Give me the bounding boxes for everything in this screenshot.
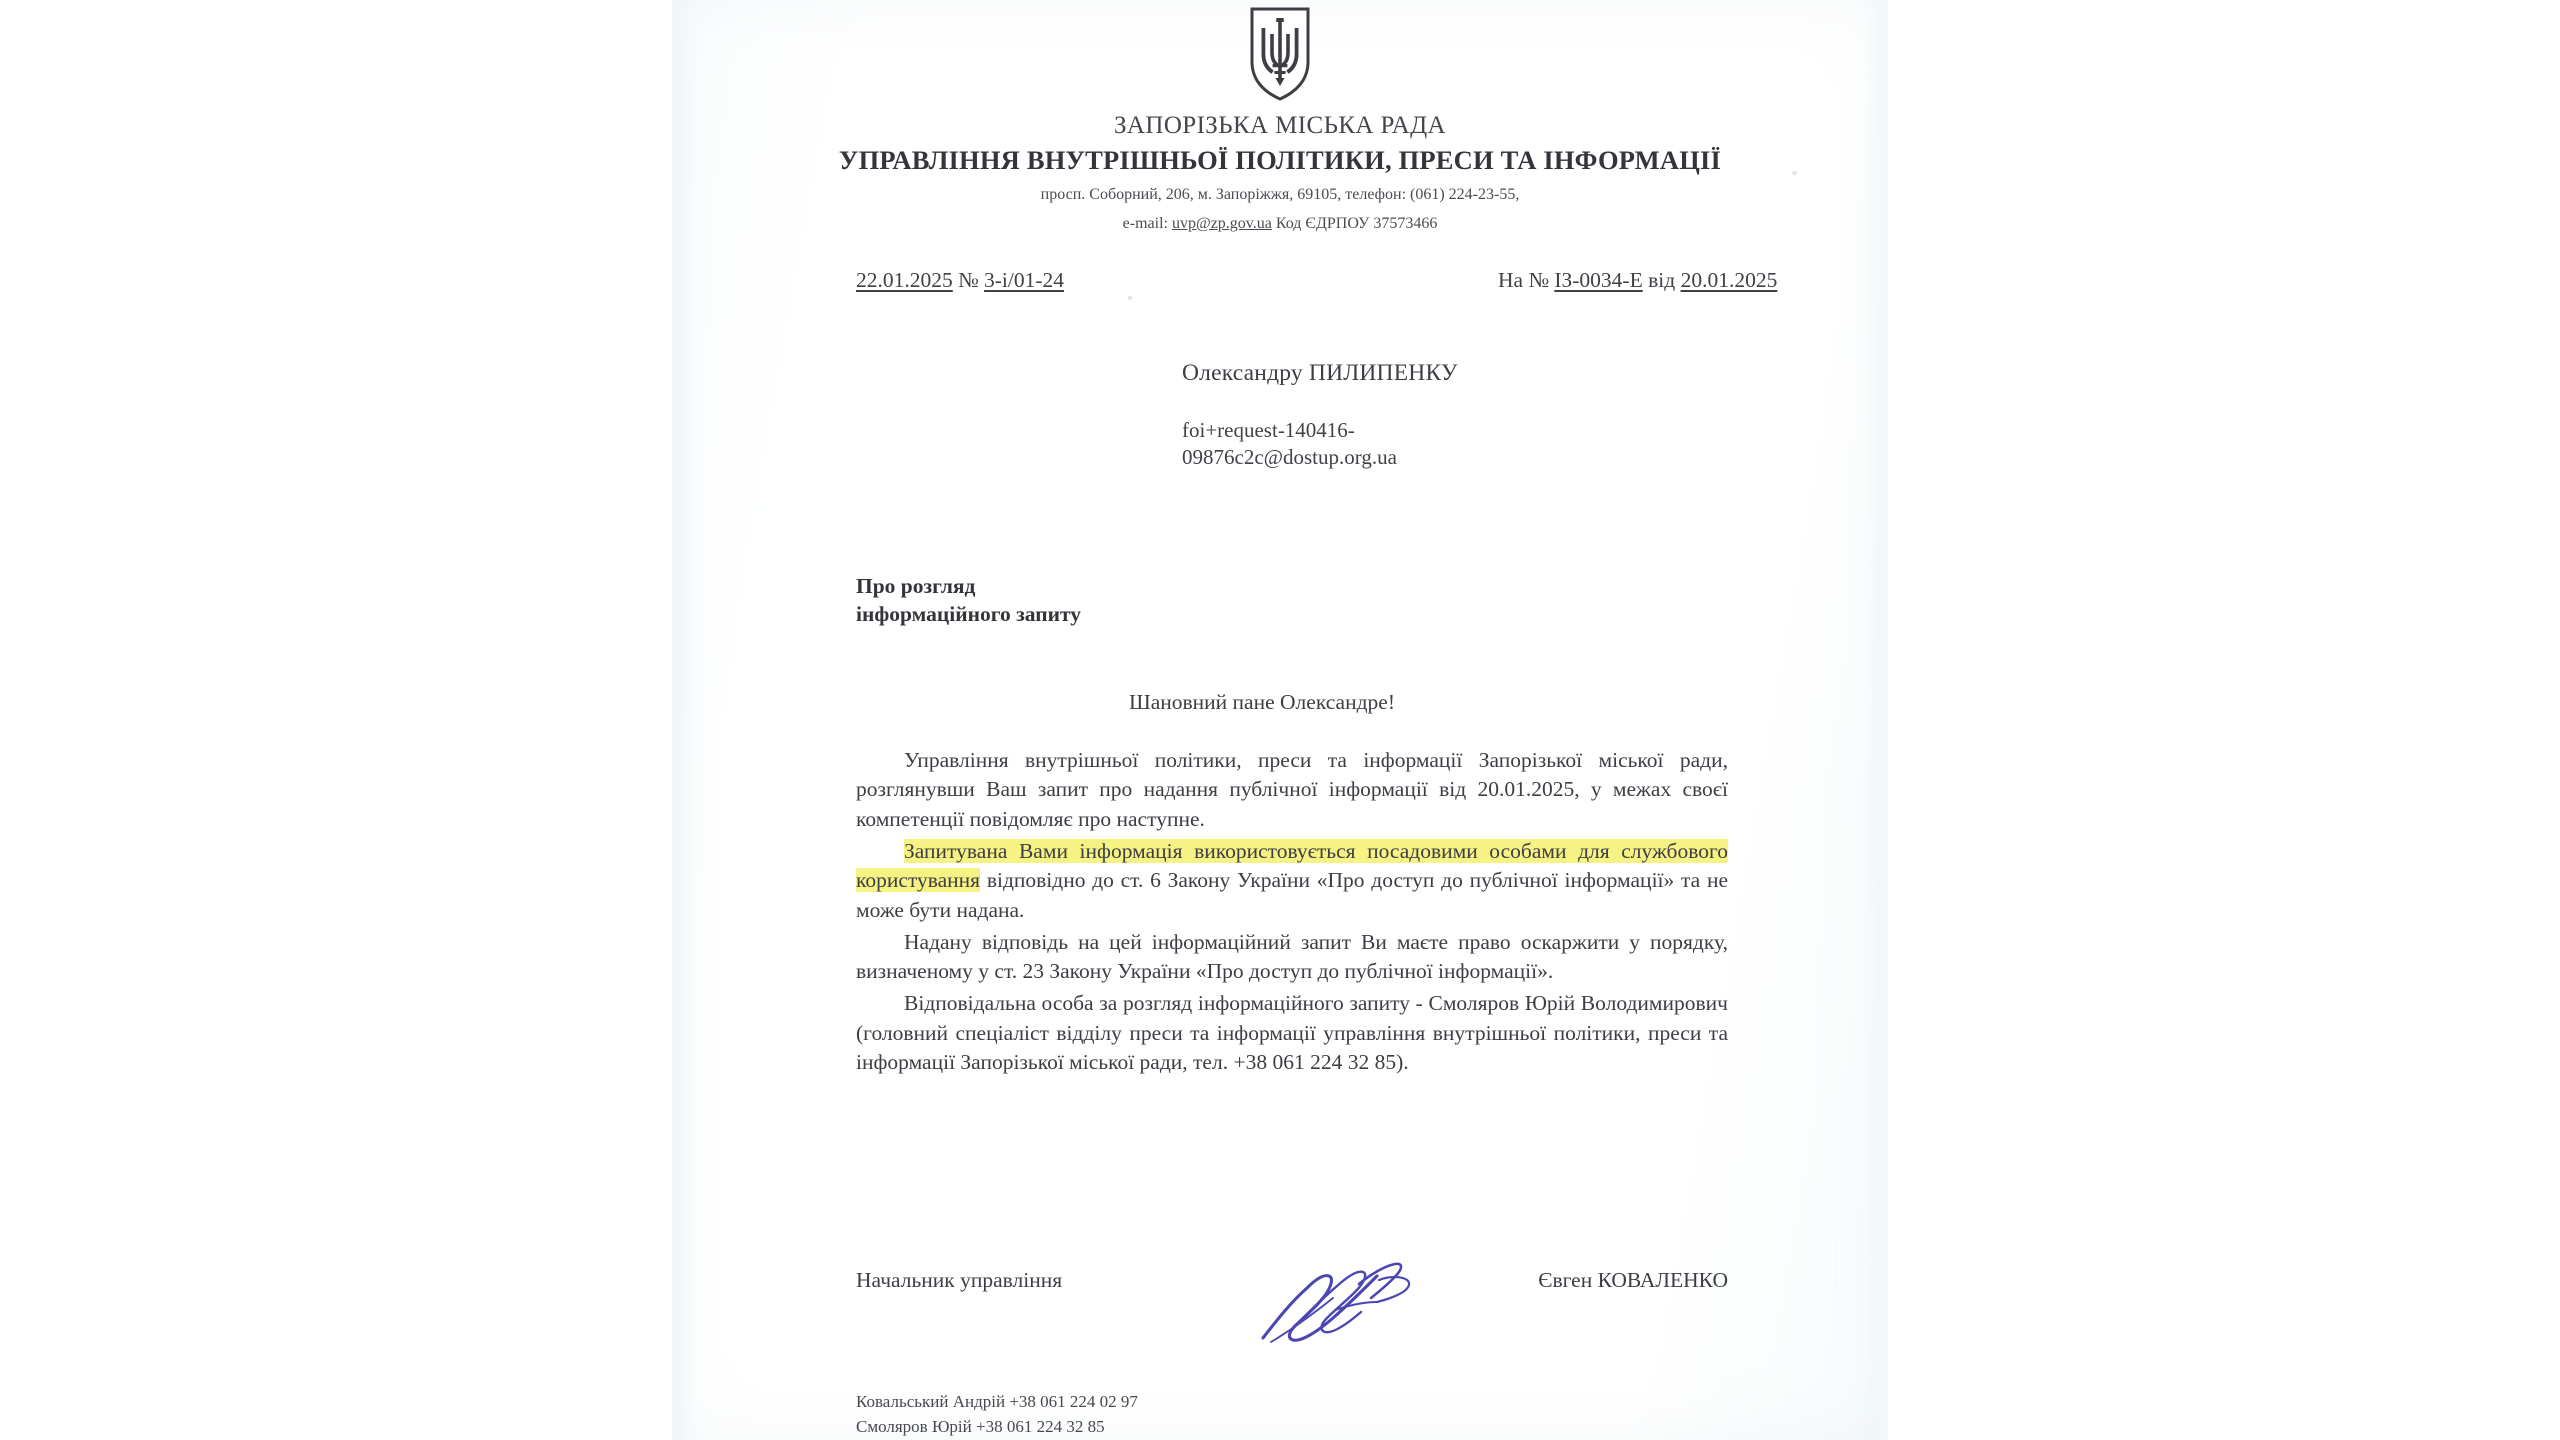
subject-line-1: Про розгляд <box>856 574 976 598</box>
addressee-block <box>1182 360 1742 471</box>
number-sign: № <box>958 268 979 292</box>
handwritten-signature <box>1251 1250 1451 1355</box>
department-name: УПРАВЛІННЯ ВНУТРІШНЬОЇ ПОЛІТИКИ, ПРЕСИ ТА ІНФОРМАЦІЇ <box>838 144 1722 175</box>
incoming-label: На № <box>1498 268 1549 292</box>
executors-block <box>856 1390 1138 1439</box>
incoming-number: ІЗ-0034-Е <box>1554 268 1643 292</box>
letterhead <box>672 0 1888 235</box>
ukrainian-trident-coat-of-arms-icon <box>1248 6 1312 102</box>
incoming-date: 20.01.2025 <box>1680 268 1778 292</box>
subject-line-2: інформаційного запиту <box>856 602 1082 627</box>
executor-line-1: Ковальський Андрій +38 061 224 02 97 <box>856 1392 1138 1411</box>
subject-block <box>856 572 1081 629</box>
outgoing-date: 22.01.2025 <box>856 268 953 292</box>
email-link[interactable]: uvp@zp.gov.ua <box>1171 214 1272 232</box>
edrpou-code: Код ЄДРПОУ 37573466 <box>1271 214 1438 232</box>
signer-name: Євген КОВАЛЕНКО <box>1538 1268 1728 1292</box>
scan-speck <box>1128 296 1132 300</box>
body-paragraph-1: Управління внутрішньої політики, преси та інформації Запорізької міської ради, розглянувши Ваш запит про надання публічної інформації від 20.01.2025, у межах своєї компетенції повідомляє про наступне. <box>856 747 1728 831</box>
incoming-reference <box>1498 268 1777 293</box>
signature-row <box>856 1268 1728 1378</box>
executor-line-2: Смоляров Юрій +38 061 224 32 85 <box>856 1416 1105 1436</box>
salutation: Шановний пане Олександре! <box>1129 690 1395 714</box>
contact-email-line <box>672 212 1888 235</box>
outgoing-number: 3-і/01-24 <box>984 268 1065 292</box>
incoming-from-label: від <box>1648 268 1676 292</box>
addressee-email <box>1182 417 1742 471</box>
addressee-name: Олександру ПИЛИПЕНКУ <box>1182 360 1458 386</box>
signer-title: Начальник управління <box>856 1268 1063 1292</box>
body-paragraph-3: Надану відповідь на цей інформаційний запит Ви маєте право оскаржити у порядку, визначеному у ст. 23 Закону України «Про доступ до публічної інформації». <box>856 929 1728 984</box>
addressee-email-line-2: 09876c2c@dostup.org.ua <box>1182 444 1397 469</box>
outgoing-reference <box>856 268 1064 293</box>
addressee-email-line-1: foi+request-140416- <box>1182 418 1355 442</box>
postal-address: просп. Соборний, 206, м. Запоріжжя, 69105, телефон: (061) 224-23-55, <box>1040 185 1520 203</box>
organization-name: ЗАПОРІЗЬКА МІСЬКА РАДА <box>1113 112 1446 139</box>
document-page <box>672 0 1888 1440</box>
highlighted-text: Запитувана Вами інформація використовується посадовими особами для службового користування <box>856 838 1728 893</box>
email-label: e-mail: <box>1122 214 1172 232</box>
contact-address-line <box>672 183 1888 206</box>
body-paragraph-2-rest: відповідно до ст. 6 Закону України «Про доступ до публічної інформації» та не може бути надана. <box>856 868 1728 922</box>
scan-speck <box>1792 171 1797 175</box>
body-paragraph-4: Відповідальна особа за розгляд інформаційного запиту - Смоляров Юрій Володимирович (головний спеціаліст відділу преси та інформації управління внутрішньої політики, преси та інформації Запорізької міської ради, тел. +38 061 224 32 85). <box>856 990 1728 1075</box>
letter-body <box>856 688 1728 1078</box>
body-paragraph-2 <box>856 837 1728 926</box>
reference-row <box>672 268 1888 302</box>
